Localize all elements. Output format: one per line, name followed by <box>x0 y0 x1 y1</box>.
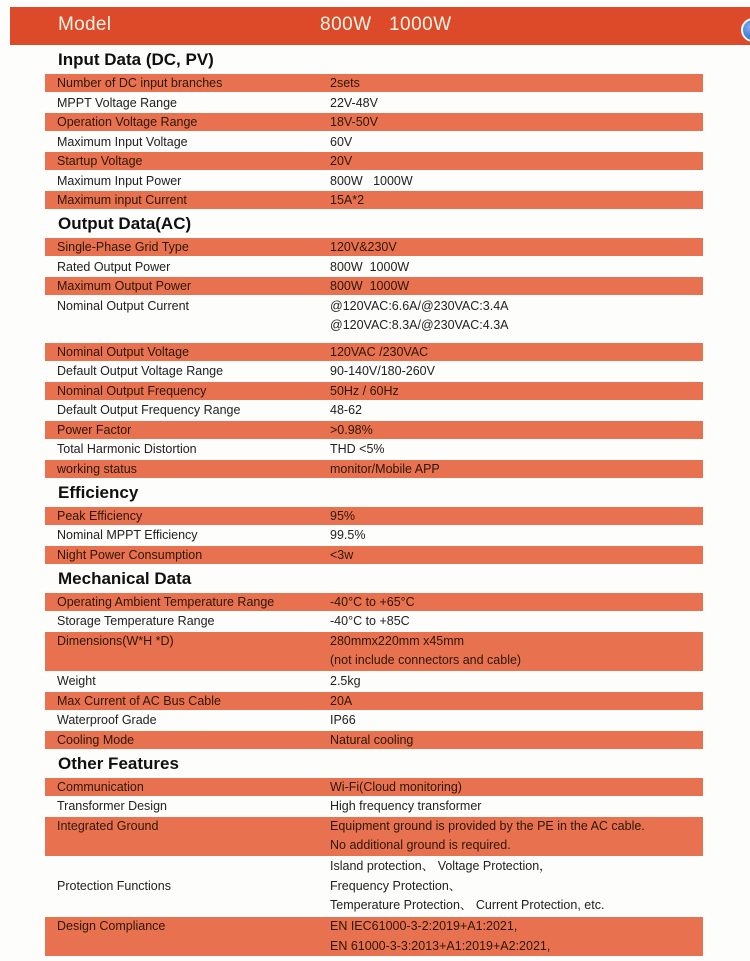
spec-row-value-line: 60V <box>330 134 353 149</box>
spec-row-value <box>330 507 703 525</box>
spec-row-value-line: EN IEC61000-3-2:2019+A1:2021, <box>330 919 518 933</box>
spec-row-value-line: IP66 <box>330 713 356 727</box>
spec-row-value-line: 48-62 <box>330 403 362 417</box>
spec-row-value <box>330 277 703 295</box>
spec-row <box>45 917 703 956</box>
spec-row-label: Maximum Input Voltage <box>57 134 188 149</box>
spec-row-value-line: 18V-50V <box>330 115 378 129</box>
spec-row <box>45 277 703 295</box>
spec-row <box>45 297 703 336</box>
spec-row <box>45 593 703 611</box>
spec-row-value <box>330 238 703 256</box>
spec-row-value <box>330 711 703 729</box>
spec-row <box>45 74 703 92</box>
spec-row <box>45 172 703 190</box>
spec-row-value-line: 2sets <box>330 76 360 90</box>
spec-row <box>45 191 703 209</box>
spec-row-value <box>330 113 703 131</box>
spec-table <box>45 49 703 956</box>
spec-row-value <box>330 152 703 170</box>
spec-row <box>45 258 703 276</box>
spec-row <box>45 797 703 815</box>
spec-row-value <box>330 612 703 630</box>
spec-row-label: Communication <box>57 779 144 794</box>
spec-row-value-line: High frequency transformer <box>330 799 482 813</box>
spec-row-value <box>330 797 703 815</box>
model-header-label: Model <box>58 14 112 35</box>
spec-row-value-line: 2.5kg <box>330 674 361 688</box>
spec-row-value <box>330 133 703 151</box>
spec-row-value-line: 20V <box>330 154 353 168</box>
spec-row-value-line: 120VAC /230VAC <box>330 344 429 359</box>
spec-row-label: Night Power Consumption <box>57 547 203 562</box>
spec-row-value <box>330 917 703 956</box>
spec-row-value <box>330 817 703 856</box>
spec-row-value-line: 95% <box>330 508 356 523</box>
spec-row-value-line: >0.98% <box>330 422 373 437</box>
spec-row-label: MPPT Voltage Range <box>57 95 177 110</box>
spec-row-label: Nominal Output Frequency <box>57 383 207 398</box>
spec-row-value <box>330 421 703 439</box>
spec-row-label: Protection Functions <box>57 878 171 893</box>
spec-row-label: Operation Voltage Range <box>57 115 198 129</box>
spec-row-value-line: Temperature Protection、 Current Protection, etc. <box>330 898 605 912</box>
spec-row-value <box>330 94 703 112</box>
spec-row-label: Peak Efficiency <box>57 508 143 523</box>
spec-row-value <box>330 460 703 478</box>
spec-row-value-line: monitor/Mobile APP <box>330 461 440 476</box>
spec-row-value-line: THD <5% <box>330 442 385 456</box>
spec-row <box>45 692 703 710</box>
spec-row-value <box>330 172 703 190</box>
spec-row-value-line: 15A*2 <box>330 193 365 207</box>
spec-row-value <box>330 382 703 400</box>
spec-row-label: Single-Phase Grid Type <box>57 240 189 254</box>
spec-row-value-line: 50Hz / 60Hz <box>330 383 399 398</box>
spec-row-label: Nominal Output Voltage <box>57 344 190 359</box>
section-title: Input Data (DC, PV) <box>58 50 214 69</box>
spec-row-value <box>330 857 703 916</box>
model-header-values: 800W 1000W <box>320 14 452 35</box>
spec-row-label: Number of DC input branches <box>57 76 223 90</box>
model-header-bar <box>10 7 750 45</box>
spec-row-label: Nominal MPPT Efficiency <box>57 528 198 542</box>
spec-row-value-line: Frequency Protection、 <box>330 878 462 893</box>
section-title: Output Data(AC) <box>58 214 192 233</box>
spec-row-value <box>330 258 703 276</box>
spec-row-value <box>330 440 703 458</box>
spec-row-value-line: No additional ground is required. <box>330 838 511 852</box>
spec-row-value-line: <3w <box>330 547 354 562</box>
spec-row <box>45 152 703 170</box>
spec-row <box>45 778 703 796</box>
spec-row <box>45 711 703 729</box>
spec-row-value-line: Equipment ground is provided by the PE in the AC cable. <box>330 818 645 833</box>
section-title: Other Features <box>58 753 179 773</box>
spec-row <box>45 526 703 544</box>
spec-row-label: Default Output Frequency Range <box>57 403 241 417</box>
spec-row-value-line: 280mmx220mm x45mm <box>330 633 465 648</box>
spec-row <box>45 817 703 856</box>
spec-row <box>45 857 703 916</box>
spec-row <box>45 133 703 151</box>
spec-row-value-line: Island protection、 Voltage Protection， <box>330 859 552 873</box>
spec-row <box>45 362 703 380</box>
spec-row-label: Dimensions(W*H *D) <box>57 633 174 648</box>
spec-row-label: Storage Temperature Range <box>57 614 215 628</box>
spec-row-value <box>330 593 703 611</box>
spec-row-value <box>330 74 703 92</box>
spec-row <box>45 507 703 525</box>
spec-row <box>45 343 703 361</box>
spec-row-value-line: @120VAC:6.6A/@230VAC:3.4A <box>330 298 509 313</box>
spec-row-value-line: Wi-Fi(Cloud monitoring) <box>330 779 462 794</box>
spec-row <box>45 460 703 478</box>
spec-row-value-line: 800W 1000W <box>330 259 410 274</box>
spec-row-label: Total Harmonic Distortion <box>57 442 197 456</box>
spec-row-label: Design Compliance <box>57 919 166 933</box>
spec-row-value <box>330 672 703 690</box>
spec-row-value <box>330 692 703 710</box>
spec-row-value-line: -40°C to +85C <box>330 614 410 628</box>
spec-row-label: Waterproof Grade <box>57 713 157 727</box>
spec-row-value <box>330 343 703 361</box>
spec-row-value <box>330 191 703 209</box>
spec-row-label: Integrated Ground <box>57 818 159 833</box>
spec-row <box>45 731 703 749</box>
spec-row-value-line: EN 61000-3-3:2013+A1:2019+A2:2021, <box>330 938 551 953</box>
spec-row-value-line: @120VAC:8.3A/@230VAC:4.3A <box>330 318 509 332</box>
spec-row <box>45 440 703 458</box>
spec-row <box>45 401 703 419</box>
spec-row-label: Default Output Voltage Range <box>57 364 224 378</box>
spec-row-value-line: -40°C to +65°C <box>330 594 415 609</box>
spec-row-label: Startup Voltage <box>57 154 143 168</box>
spec-row-value <box>330 297 703 336</box>
spec-row-value-line: 800W 1000W <box>330 173 413 188</box>
spec-row-label: Cooling Mode <box>57 732 135 747</box>
spec-row <box>45 632 703 671</box>
spec-row-value-line: 90-140V/180-260V <box>330 364 435 378</box>
spec-row <box>45 612 703 630</box>
spec-row <box>45 238 703 256</box>
spec-row <box>45 546 703 564</box>
spec-row-label: Operating Ambient Temperature Range <box>57 594 275 609</box>
spec-row-value <box>330 632 703 671</box>
spec-row-value <box>330 731 703 749</box>
spec-row <box>45 382 703 400</box>
section-title: Efficiency <box>58 482 139 502</box>
spec-row-label: working status <box>57 461 137 476</box>
spec-row-value <box>330 526 703 544</box>
spec-row <box>45 672 703 690</box>
spec-row-value-line: (not include connectors and cable) <box>330 653 522 667</box>
spec-row-value-line: 20A <box>330 693 353 708</box>
spec-row-value <box>330 362 703 380</box>
spec-row-label: Maximum Output Power <box>57 279 192 293</box>
spec-row <box>45 421 703 439</box>
spec-row-label: Maximum Input Power <box>57 173 182 188</box>
spec-row <box>45 113 703 131</box>
spec-row-value-line: Natural cooling <box>330 732 414 747</box>
spec-row-label: Rated Output Power <box>57 259 171 274</box>
spec-row-value <box>330 401 703 419</box>
spec-row-value-line: 800W 1000W <box>330 279 410 293</box>
section-title: Mechanical Data <box>58 568 192 588</box>
spec-row-value <box>330 778 703 796</box>
spec-row-label: Power Factor <box>57 422 132 437</box>
spec-row-label: Nominal Output Current <box>57 298 190 313</box>
spec-row-value <box>330 546 703 564</box>
spec-row <box>45 94 703 112</box>
spec-row-value-line: 22V-48V <box>330 95 378 110</box>
spec-row-value-line: 99.5% <box>330 528 366 542</box>
spec-row-label: Max Current of AC Bus Cable <box>57 693 221 708</box>
spec-row-label: Weight <box>57 674 96 688</box>
spec-row-label: Transformer Design <box>57 799 167 813</box>
spec-row-label: Maximum input Current <box>57 193 187 207</box>
spec-row-value-line: 120V&230V <box>330 240 397 254</box>
